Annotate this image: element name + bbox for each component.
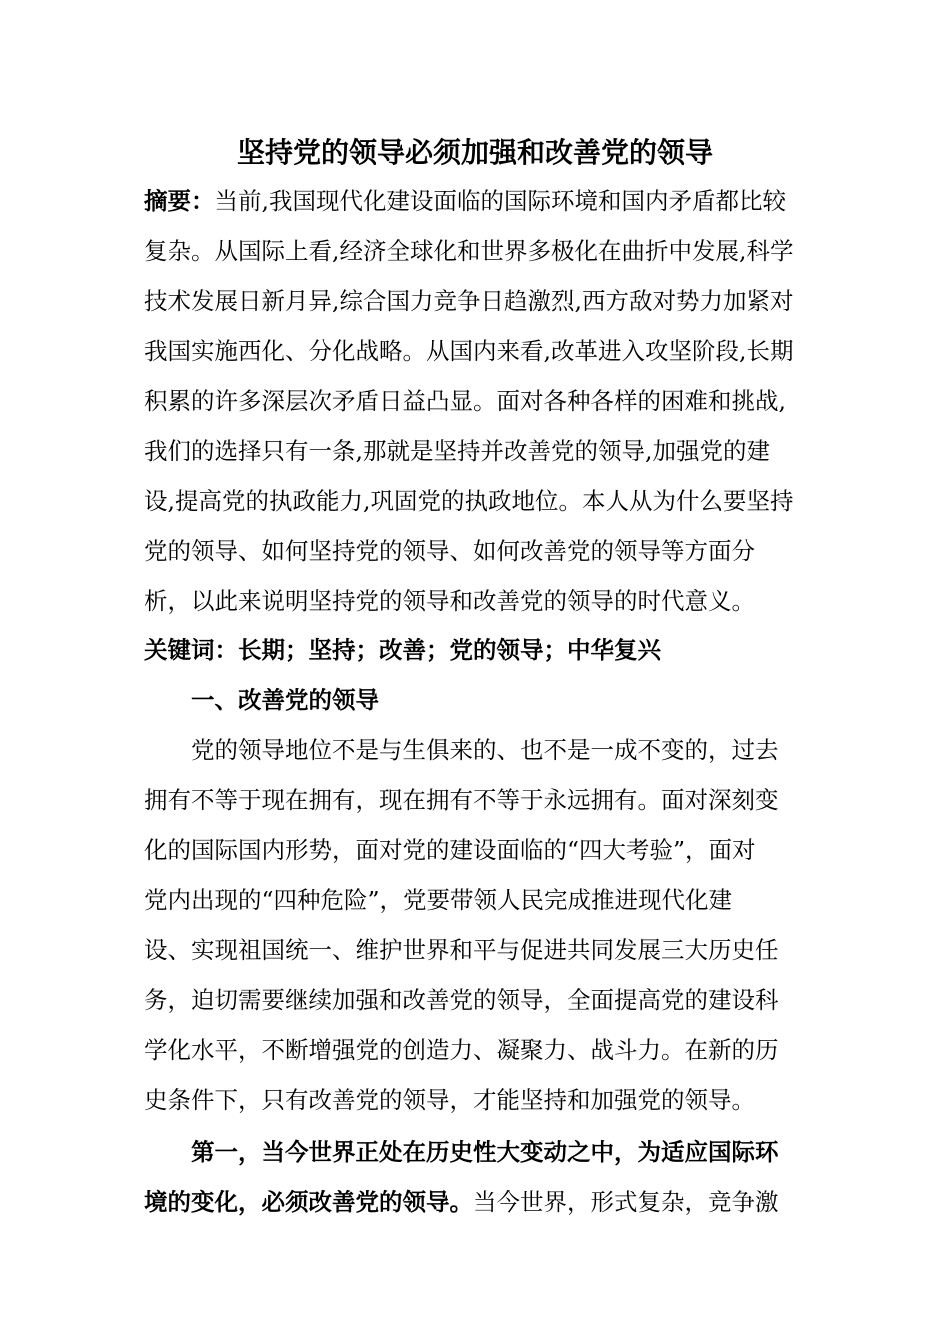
paragraph-line: 设、实现祖国统一、维护世界和平与促进共同发展三大历史任 <box>144 936 779 964</box>
bold-paragraph-line: 第一，当今世界正处在历史性大变动之中，为适应国际环 <box>191 1138 779 1166</box>
paragraph-line: 史条件下，只有改善党的领导，才能坚持和加强党的领导。 <box>144 1086 755 1114</box>
mixed-paragraph-line <box>144 1182 779 1222</box>
abstract-line-4: 我国实施西化、分化战略。从国内来看,改革进入攻坚阶段,长期 <box>144 337 794 365</box>
abstract-line-6: 我们的选择只有一条,那就是坚持并改善党的领导,加强党的建 <box>144 437 770 465</box>
abstract-label: 摘要： <box>144 187 215 215</box>
paragraph-line: 拥有不等于现在拥有，现在拥有不等于永远拥有。面对深刻变 <box>144 786 779 814</box>
paragraph-line: 化的国际国内形势，面对党的建设面临的“四大考验”，面对 <box>144 836 756 864</box>
abstract-line-2: 复杂。从国际上看,经济全球化和世界多极化在曲折中发展,科学 <box>144 237 794 265</box>
paragraph-line: 学化水平，不断增强党的创造力、凝聚力、战斗力。在新的历 <box>144 1036 779 1064</box>
keywords: 关键词：长期；坚持；改善；党的领导；中华复兴 <box>144 636 661 664</box>
bold-lead-text: 境的变化，必须改善党的领导。 <box>144 1188 473 1216</box>
abstract-line-5: 积累的许多深层次矛盾日益凸显。面对各种各样的困难和挑战, <box>144 387 786 415</box>
paragraph-line: 务，迫切需要继续加强和改善党的领导，全面提高党的建设科 <box>144 986 779 1014</box>
document-title: 坚持党的领导必须加强和改善党的领导 <box>236 136 713 169</box>
paragraph-line: 党的领导地位不是与生俱来的、也不是一成不变的，过去 <box>191 736 779 764</box>
abstract-line-8: 党的领导、如何坚持党的领导、如何改善党的领导等方面分 <box>144 537 755 565</box>
abstract-line-1 <box>144 181 786 221</box>
section-heading: 一、改善党的领导 <box>191 686 379 714</box>
abstract-line-7: 设,提高党的执政能力,巩固党的执政地位。本人从为什么要坚持 <box>144 487 794 515</box>
abstract-line-9: 析，以此来说明坚持党的领导和改善党的领导的时代意义。 <box>144 587 755 615</box>
abstract-text: 当前,我国现代化建设面临的国际环境和国内矛盾都比较 <box>214 187 786 215</box>
normal-text: 当今世界，形式复杂，竞争激 <box>473 1188 779 1216</box>
paragraph-line: 党内出现的“四种危险”，党要带领人民完成推进现代化建 <box>144 886 733 914</box>
abstract-line-3: 技术发展日新月异,综合国力竞争日趋激烈,西方敌对势力加紧对 <box>144 287 794 315</box>
